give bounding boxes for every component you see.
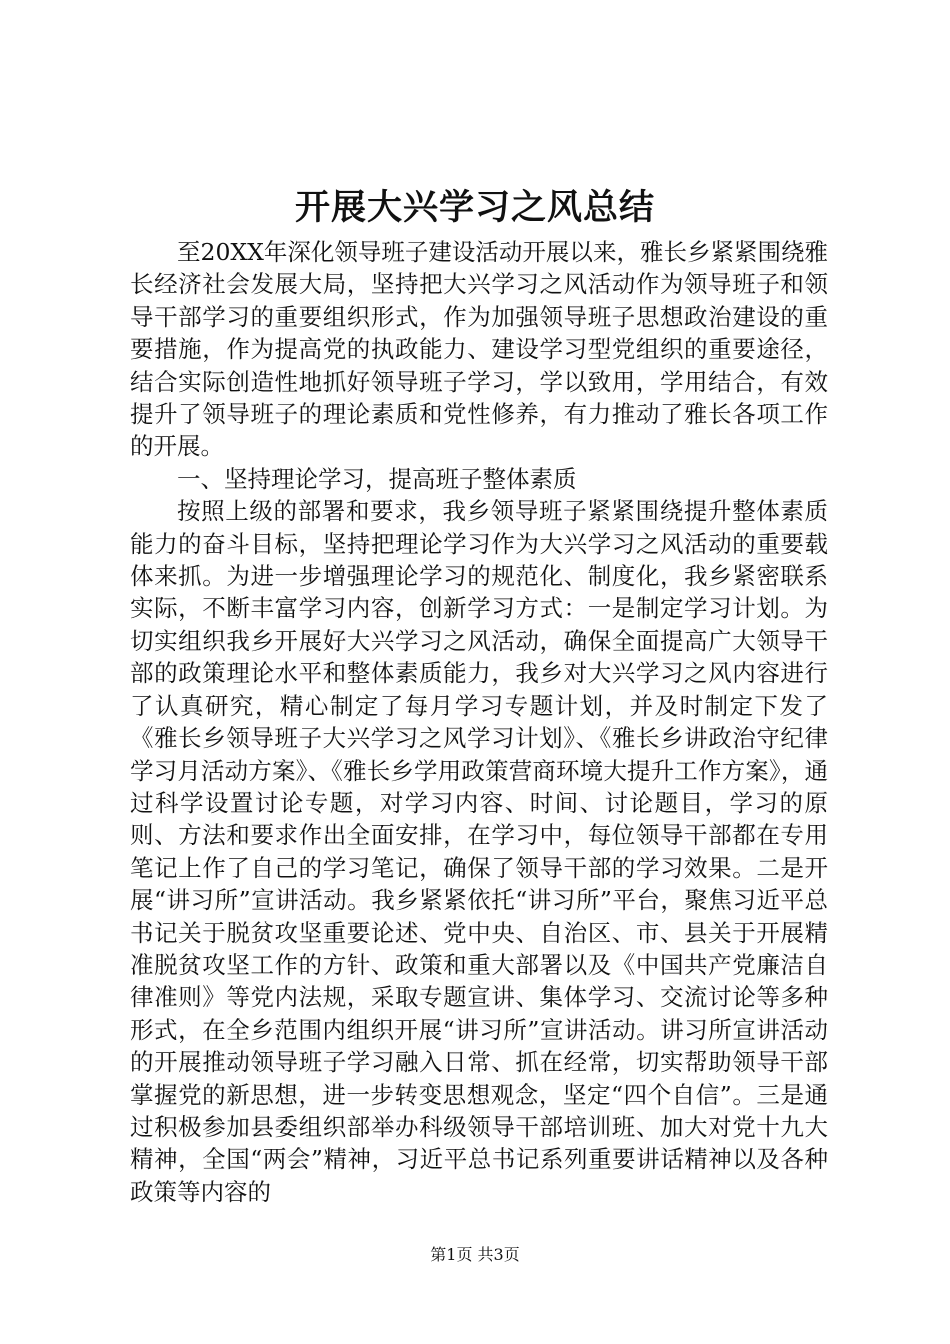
body-paragraph: 按照上级的部署和要求，我乡领导班子紧紧围绕提升整体素质能力的奋斗目标，坚持把理论学习作为大兴学习之风活动的重要载体来抓。为进一步增强理论学习的规范化、制度化，我乡紧密联系实际，不断丰富学习内容，创新学习方式：一是制定学习计划。为切实组织我乡开展好大兴学习之风活动，确保全面提高广大领导干部的政策理论水平和整体素质能力，我乡对大兴学习之风内容进行了认真研究，精心制定了每月学习专题计划，并及时制定下发了《雅长乡领导班子大兴学习之风学习计划》、《雅长乡讲政治守纪律学习月活动方案》、《雅长乡学用政策营商环境大提升工作方案》，通过科学设置讨论专题，对学习内容、时间、讨论题目，学习的原则、方法和要求作出全面安排，在学习中，每位领导干部都在专用笔记上作了自己的学习笔记，确保了领导干部的学习效果。二是开展“讲习所”宣讲活动。我乡紧紧依托“讲习所”平台，聚焦习近平总书记关于脱贫攻坚重要论述、党中央、自治区、市、县关于开展精准脱贫攻坚工作的方针、政策和重大部署以及《中国共产党廉洁自律准则》等党内法规，采取专题宣讲、集体学习、交流讨论等多种形式，在全乡范围内组织开展“讲习所”宣讲活动。讲习所宣讲活动的开展推动领导班子学习融入日常、抓在经常，切实帮助领导干部掌握党的新思想，进一步转变思想观念，坚定“四个自信”。三是通过积极参加县委组织部举办科级领导干部培训班、加大对党十九大精神，全国“两会”精神，习近平总书记系列重要讲话精神以及各种政策等内容的 bbox=[130, 497, 828, 1206]
page-number: 第1页 共3页 bbox=[430, 1245, 520, 1264]
document-body bbox=[130, 236, 828, 1208]
page-title: 开展大兴学习之风总结 bbox=[294, 187, 655, 228]
intro-paragraph: 至20XX年深化领导班子建设活动开展以来，雅长乡紧紧围绕雅长经济社会发展大局，坚持把大兴学习之风活动作为领导班子和领导干部学习的重要组织形式，作为加强领导班子思想政治建设的重要措施，作为提高党的执政能力、建设学习型党组织的重要途径，结合实际创造性地抓好领导班子学习，学以致用，学用结合，有效提升了领导班子的理论素质和党性修养，有力推动了雅长各项工作的开展。 bbox=[130, 238, 828, 461]
section-heading: 一、坚持理论学习，提高班子整体素质 bbox=[177, 464, 577, 493]
